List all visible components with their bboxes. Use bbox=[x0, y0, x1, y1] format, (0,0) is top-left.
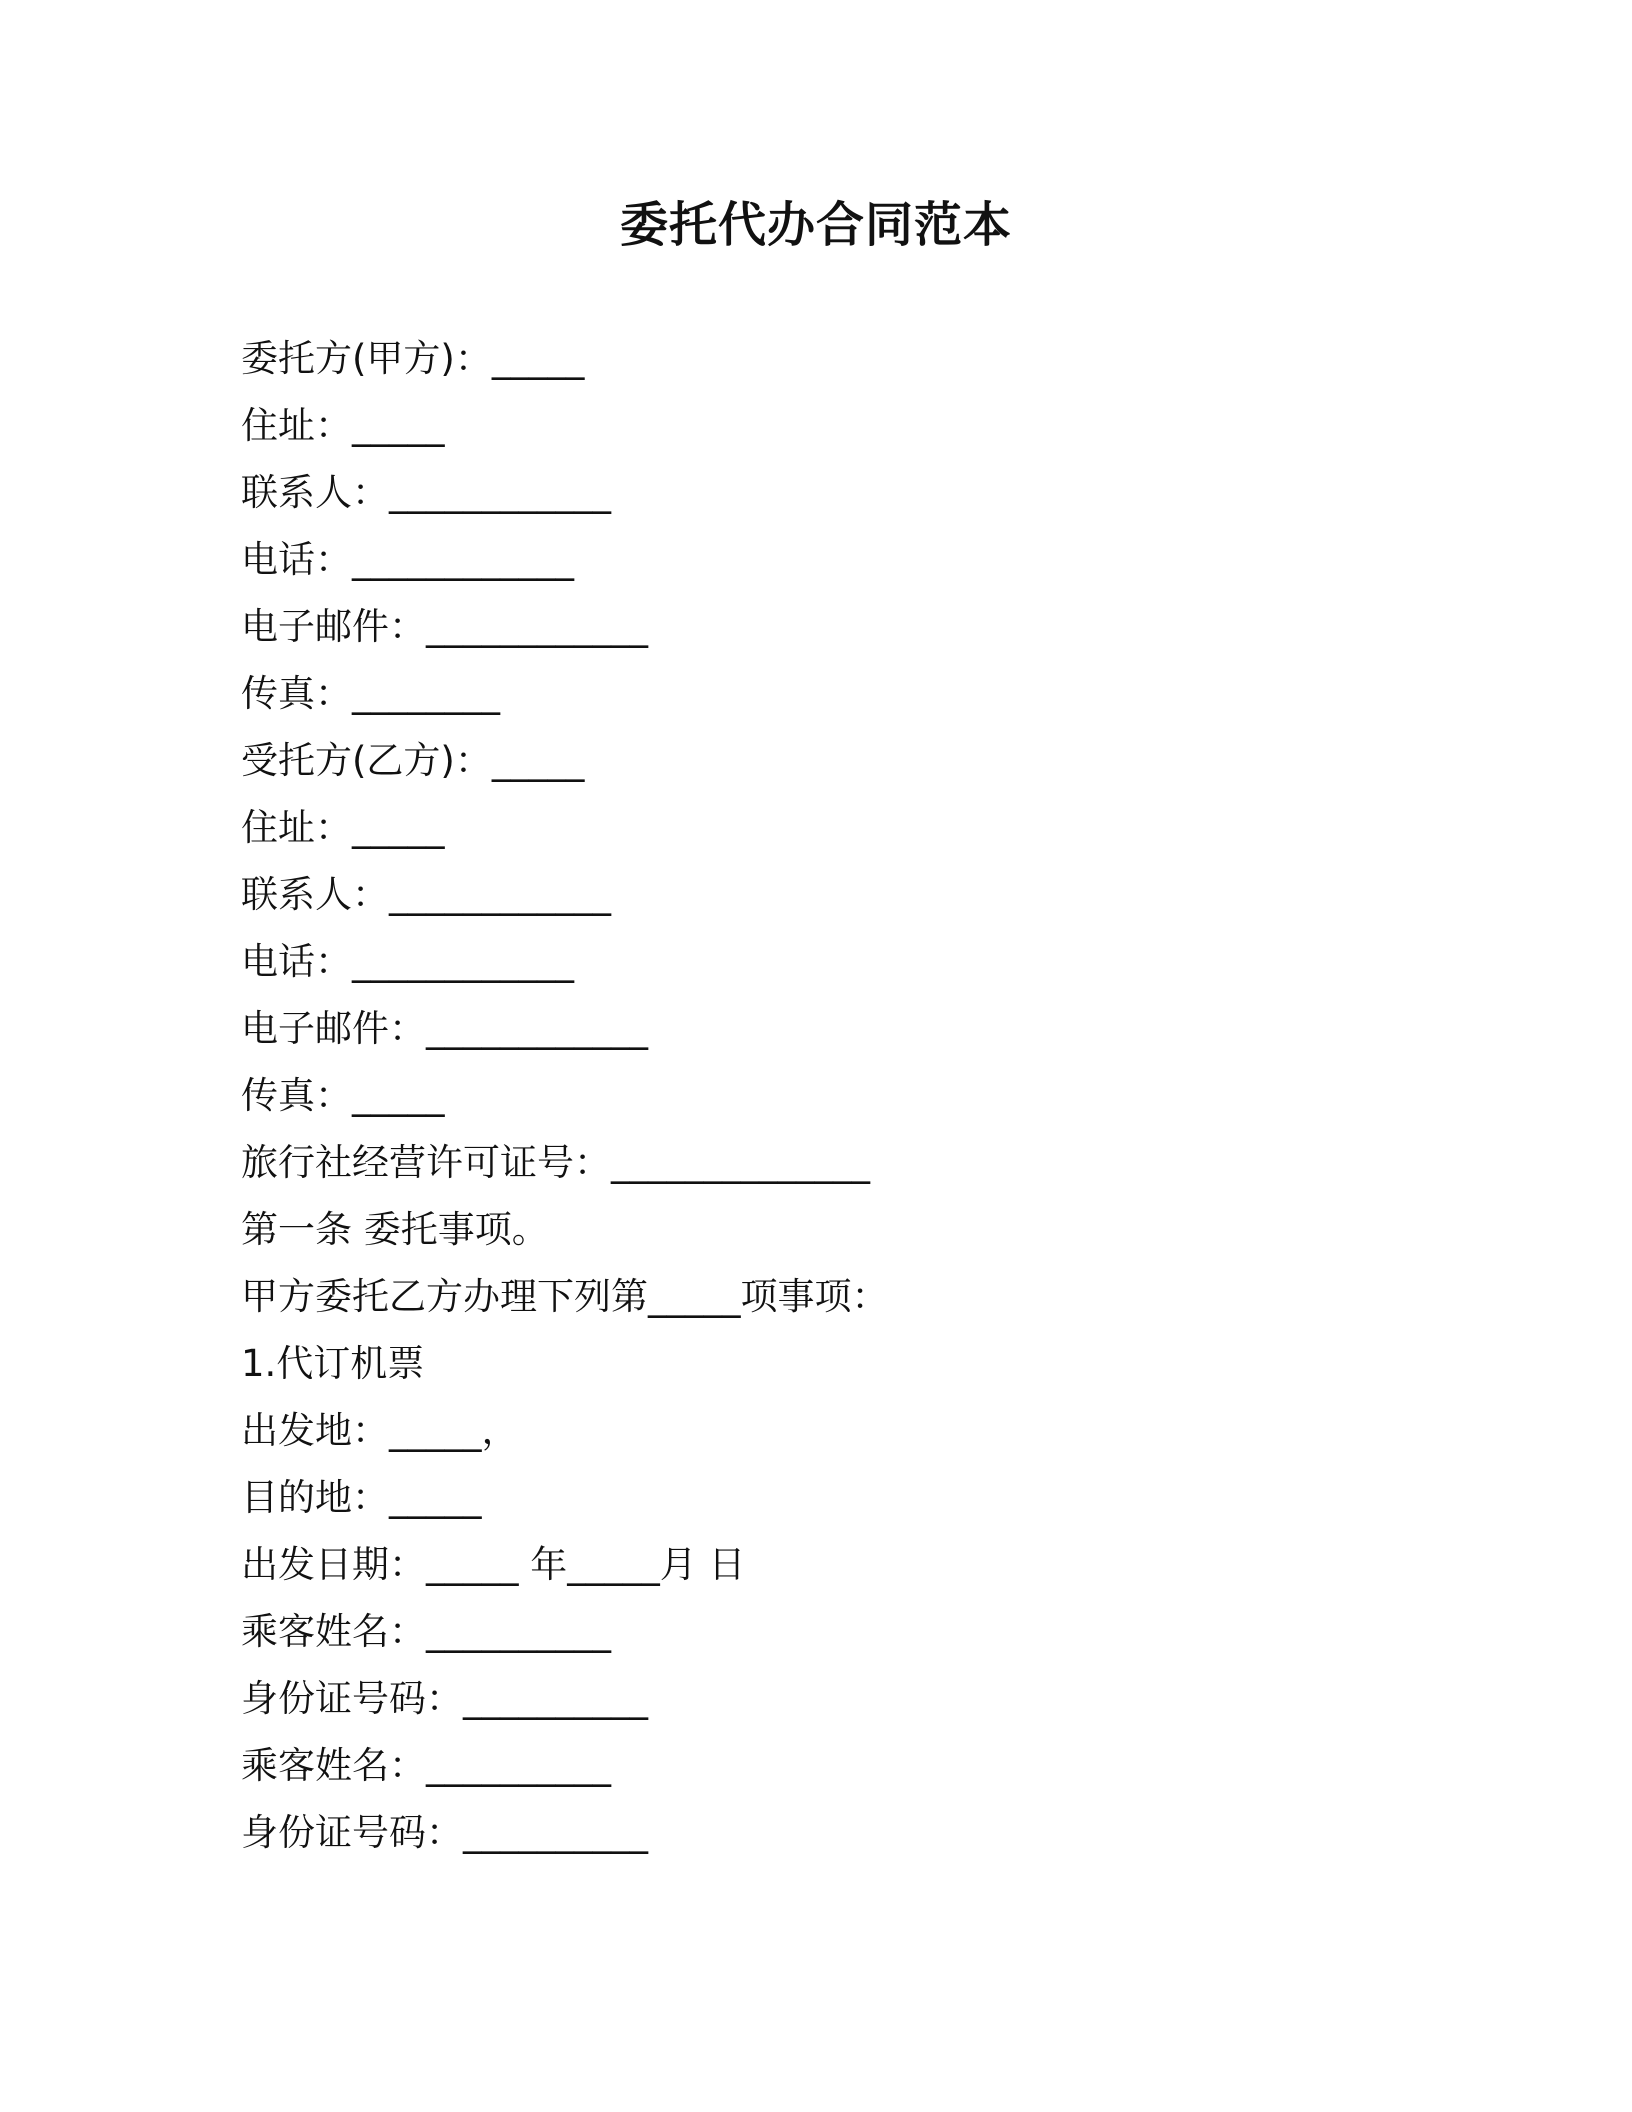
agent-address-line: 住址：_____ bbox=[241, 806, 445, 849]
entrusted-items-line: 甲方委托乙方办理下列第_____项事项： bbox=[241, 1275, 889, 1318]
agent-contact-line: 联系人：____________ bbox=[241, 873, 611, 916]
principal-party-line: 委托方(甲方)：_____ bbox=[241, 337, 585, 380]
travel-license-line: 旅行社经营许可证号：______________ bbox=[241, 1141, 870, 1184]
principal-phone-line: 电话：____________ bbox=[241, 538, 574, 581]
departure-place-line: 出发地：_____， bbox=[241, 1409, 519, 1452]
agent-email-line: 电子邮件：____________ bbox=[241, 1007, 648, 1050]
passenger-id-line: 身份证号码：__________ bbox=[241, 1677, 648, 1720]
departure-date-line: 出发日期：_____ 年_____月 日 bbox=[241, 1543, 746, 1586]
destination-line: 目的地：_____ bbox=[241, 1476, 482, 1519]
passenger-name-line: 乘客姓名：__________ bbox=[241, 1744, 611, 1787]
ticket-booking-heading: 1.代订机票 bbox=[241, 1342, 425, 1385]
agent-fax-line: 传真：_____ bbox=[241, 1074, 445, 1117]
article-one-heading: 第一条 委托事项。 bbox=[241, 1208, 549, 1251]
passenger-name-line: 乘客姓名：__________ bbox=[241, 1610, 611, 1653]
document-body bbox=[241, 325, 1441, 1866]
principal-fax-line: 传真：________ bbox=[241, 672, 500, 715]
agent-party-line: 受托方(乙方)：_____ bbox=[241, 739, 585, 782]
principal-address-line: 住址：_____ bbox=[241, 404, 445, 447]
document-title: 委托代办合同范本 bbox=[619, 197, 1012, 253]
principal-email-line: 电子邮件：____________ bbox=[241, 605, 648, 648]
agent-phone-line: 电话：____________ bbox=[241, 940, 574, 983]
principal-contact-line: 联系人：____________ bbox=[241, 471, 611, 514]
passenger-id-line: 身份证号码：__________ bbox=[241, 1811, 648, 1854]
